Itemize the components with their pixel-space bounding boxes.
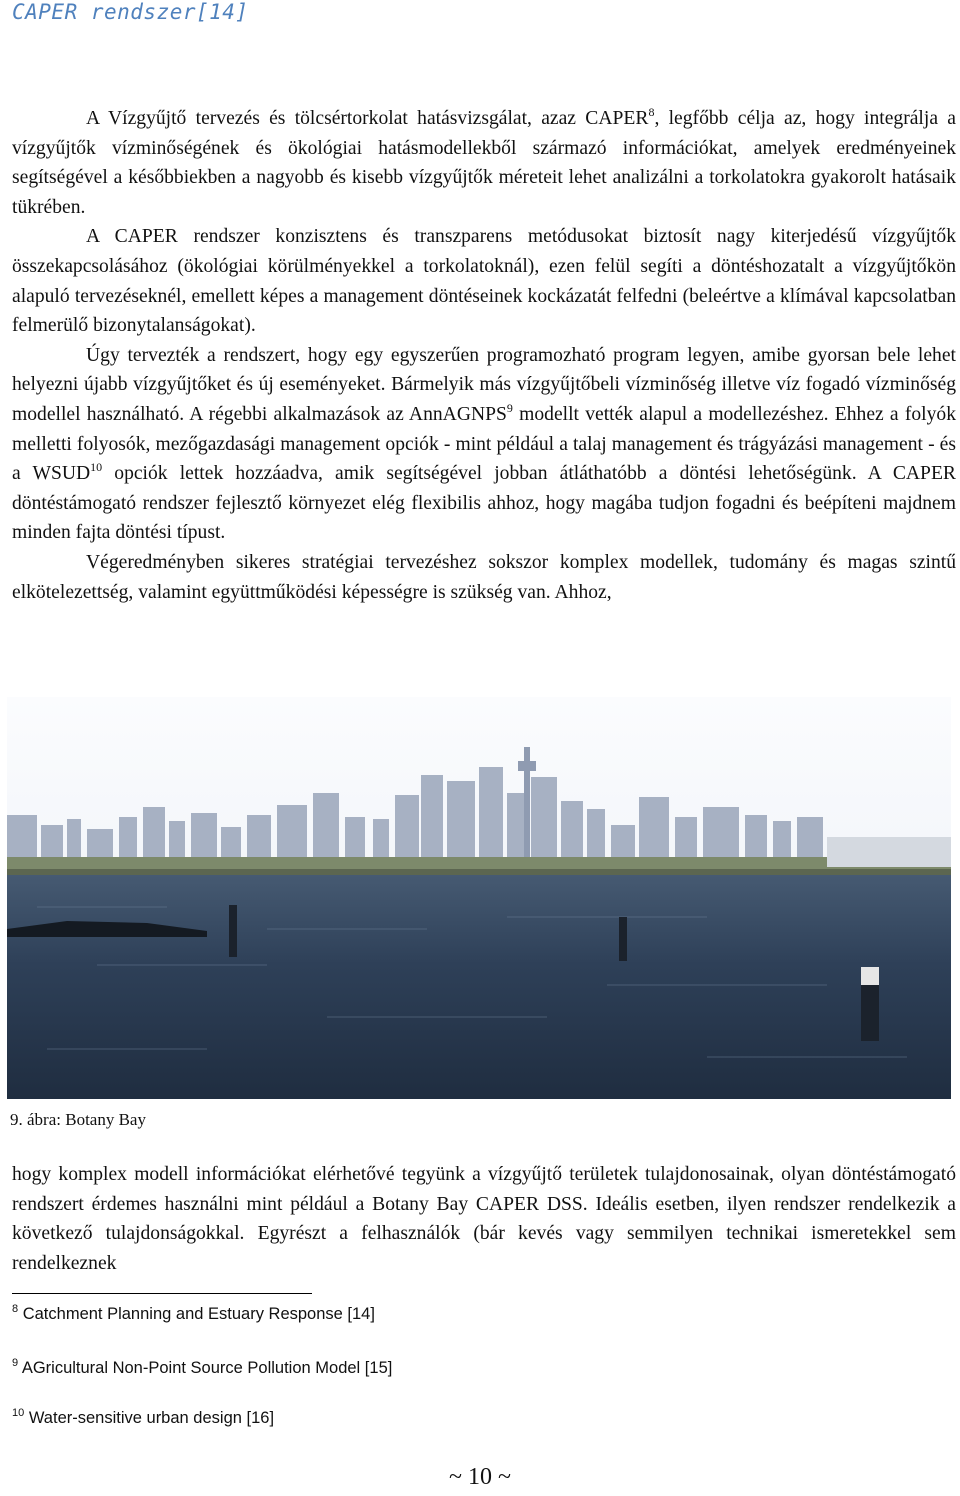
- footnote-separator: [12, 1293, 312, 1294]
- footnote-text: Water-sensitive urban design [16]: [28, 1409, 275, 1427]
- footnote-ref[interactable]: 8: [648, 105, 655, 119]
- body-text-bottom: [12, 1160, 956, 1278]
- page-number: ~ 10 ~: [449, 1464, 511, 1490]
- post-marker: [861, 967, 879, 985]
- figure-caption: 9. ábra: Botany Bay: [10, 1110, 146, 1129]
- paragraph-caper-methods: A CAPER rendszer konzisztens és transzparens metódusokat biztosít nagy kiterjedésű vízgyűjtők összekapcsolásához (ökológiai körülményekkel a torkolatoknál), ezen felül segíti a döntéshozatalt a vízgyűjtőkön alapuló tervezéseknél, emellett képes a management döntéseinek kockázatát felfedni (beleértve a klímával kapcsolatban felmerülő bizonytalanságokat).: [12, 226, 956, 337]
- airport-buildings: [827, 837, 951, 867]
- paragraph-caper-intro: [12, 104, 956, 222]
- footnote-9: [12, 1359, 392, 1378]
- footnote-number: 10: [12, 1407, 25, 1419]
- paragraph-text: , legfőbb célja az, hogy integrálja a vízgyűjtők vízminőségének és ökológiai hatásmodellekből származó információkat, amelyek eredményeinek segítségével a későbbiekben a nagyobb és kisebb vízgyűjtők méreteit lehet analizálni a torkolatokra gyakorolt hatásaik tükrében.: [12, 108, 956, 218]
- botany-bay-illustration: [7, 697, 951, 1099]
- paragraph-text: modellt vették alapul a modellezéshez. Ehhez a folyók melletti folyosók, mezőgazdasági management opciók - mint például a talaj management és trágyázási management - és a WSUD: [12, 403, 956, 485]
- paragraph-caper-summary: Végeredményben sikeres stratégiai tervezéshez sokszor komplex modellek, tudomány és magas szintű elkötelezettség, valamint együttműködési képességre is szükség van. Ahhoz,: [12, 551, 956, 603]
- bay-water: [7, 875, 951, 1099]
- body-text-top: [12, 104, 956, 607]
- paragraph-caper-design: [12, 341, 956, 548]
- footnote-ref[interactable]: 10: [90, 460, 103, 475]
- page-header-title: CAPER rendszer[14]: [12, 0, 249, 24]
- footnote-number: 9: [12, 1357, 19, 1369]
- footnote-number: 8: [12, 1303, 19, 1315]
- paragraph-text: A Vízgyűjtő tervezés és tölcsértorkolat hatásvizsgálat, azaz CAPER: [86, 108, 649, 129]
- botany-bay-photo: [7, 697, 951, 1099]
- paragraph-text: Úgy tervezték a rendszert, hogy egy egyszerűen programozható program legyen, amibe gyorsan bele lehet helyezni újabb vízgyűjtőket és új eseményeket. Bármelyik más vízgyűjtőbeli vízminőség illetve víz fogadó vízminőség modellel használható. A régebbi alkalmazások az AnnAGNPS: [12, 344, 956, 425]
- footnote-8: [12, 1305, 375, 1324]
- footnote-10: [12, 1409, 274, 1428]
- footnote-text: Catchment Planning and Estuary Response [14]: [22, 1305, 375, 1323]
- footnote-ref[interactable]: 9: [506, 400, 513, 415]
- footnote-text: AGricultural Non-Point Source Pollution Model [15]: [21, 1359, 393, 1377]
- paragraph-text: opciók lettek hozzáadva, amik segítségével jobban átláthatóbb a döntési lehetőségünk. A CAPER döntéstámogató rendszer fejlesztő környezet elég flexibilis ahhoz, hogy magába tudjon fogadni és beépíteni majdnem minden fajta döntési típust.: [12, 463, 956, 544]
- paragraph-continuation: hogy komplex modell információkat elérhetővé tegyünk a vízgyűjtő területek tulajdonosainak, olyan döntéstámogató rendszert érdemes használni mint például a Botany Bay CAPER DSS. Ideális esetben, ilyen rendszer rendelkezik a következő tulajdonságokkal. Egyrészt a felhasználók (bár kevés vagy semmilyen technikai ismeretekkel sem rendelkeznek: [12, 1164, 956, 1274]
